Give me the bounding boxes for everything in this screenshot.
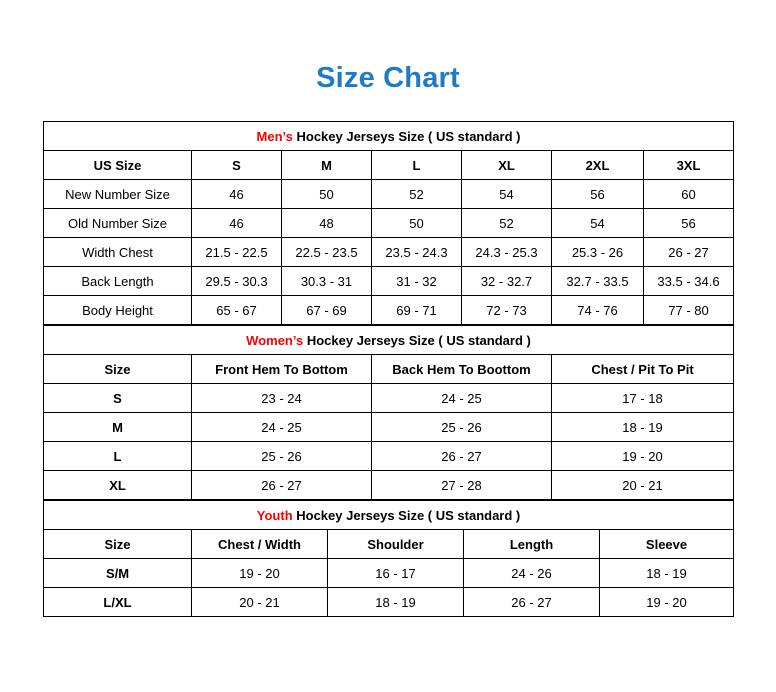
mens-column-header: 2XL xyxy=(552,151,644,180)
mens-section-header-row xyxy=(44,122,734,151)
table-cell: 25.3 - 26 xyxy=(552,238,644,267)
youth-column-header: Shoulder xyxy=(328,530,464,559)
table-cell: 19 - 20 xyxy=(192,559,328,588)
table-cell: 19 - 20 xyxy=(600,588,734,617)
table-cell: 32 - 32.7 xyxy=(462,267,552,296)
table-cell: 20 - 21 xyxy=(552,471,734,500)
table-cell: 25 - 26 xyxy=(372,413,552,442)
table-cell: 24 - 25 xyxy=(372,384,552,413)
youth-heading-accent: Youth xyxy=(256,507,293,523)
table-cell: 18 - 19 xyxy=(328,588,464,617)
row-label: L xyxy=(44,442,192,471)
table-cell: 26 - 27 xyxy=(372,442,552,471)
table-cell: 33.5 - 34.6 xyxy=(644,267,734,296)
table-cell: 22.5 - 23.5 xyxy=(282,238,372,267)
table-cell: 20 - 21 xyxy=(192,588,328,617)
row-label: L/XL xyxy=(44,588,192,617)
womens-section-heading xyxy=(44,326,734,355)
table-cell: 18 - 19 xyxy=(600,559,734,588)
page-title: Size Chart xyxy=(316,62,460,94)
womens-column-header: Size xyxy=(44,355,192,384)
womens-column-header: Back Hem To Boottom xyxy=(372,355,552,384)
table-cell: 31 - 32 xyxy=(372,267,462,296)
table-cell: 54 xyxy=(552,209,644,238)
row-label: S xyxy=(44,384,192,413)
table-cell: 17 - 18 xyxy=(552,384,734,413)
row-label: Back Length xyxy=(44,267,192,296)
table-cell: 26 - 27 xyxy=(464,588,600,617)
table-row xyxy=(44,296,734,325)
table-cell: 65 - 67 xyxy=(192,296,282,325)
table-cell: 23.5 - 24.3 xyxy=(372,238,462,267)
youth-column-header-row xyxy=(44,530,734,559)
row-label: New Number Size xyxy=(44,180,192,209)
table-cell: 74 - 76 xyxy=(552,296,644,325)
table-cell: 48 xyxy=(282,209,372,238)
row-label: XL xyxy=(44,471,192,500)
table-row xyxy=(44,238,734,267)
table-cell: 25 - 26 xyxy=(192,442,372,471)
table-cell: 67 - 69 xyxy=(282,296,372,325)
table-cell: 46 xyxy=(192,209,282,238)
table-row xyxy=(44,209,734,238)
table-cell: 69 - 71 xyxy=(372,296,462,325)
table-cell: 77 - 80 xyxy=(644,296,734,325)
table-cell: 56 xyxy=(552,180,644,209)
mens-column-header: L xyxy=(372,151,462,180)
table-row xyxy=(44,180,734,209)
mens-column-header-row xyxy=(44,151,734,180)
table-cell: 56 xyxy=(644,209,734,238)
row-label: S/M xyxy=(44,559,192,588)
mens-heading-accent: Men’s xyxy=(256,128,293,144)
row-label: Old Number Size xyxy=(44,209,192,238)
mens-column-header: XL xyxy=(462,151,552,180)
womens-column-header: Chest / Pit To Pit xyxy=(552,355,734,384)
mens-heading-rest: Hockey Jerseys Size ( US standard ) xyxy=(292,128,521,144)
mens-column-header: 3XL xyxy=(644,151,734,180)
size-chart-container xyxy=(43,121,733,617)
womens-size-table xyxy=(43,325,734,500)
table-cell: 27 - 28 xyxy=(372,471,552,500)
table-cell: 19 - 20 xyxy=(552,442,734,471)
mens-size-table xyxy=(43,121,734,325)
table-cell: 72 - 73 xyxy=(462,296,552,325)
table-cell: 16 - 17 xyxy=(328,559,464,588)
table-cell: 29.5 - 30.3 xyxy=(192,267,282,296)
womens-column-header-row xyxy=(44,355,734,384)
table-cell: 23 - 24 xyxy=(192,384,372,413)
table-cell: 46 xyxy=(192,180,282,209)
youth-heading-rest: Hockey Jerseys Size ( US standard ) xyxy=(292,507,521,523)
mens-section-heading xyxy=(44,122,734,151)
youth-column-header: Chest / Width xyxy=(192,530,328,559)
table-row xyxy=(44,559,734,588)
youth-column-header: Sleeve xyxy=(600,530,734,559)
table-cell: 50 xyxy=(282,180,372,209)
womens-section-header-row xyxy=(44,326,734,355)
table-cell: 52 xyxy=(372,180,462,209)
womens-column-header: Front Hem To Bottom xyxy=(192,355,372,384)
youth-section-header-row xyxy=(44,501,734,530)
youth-size-table xyxy=(43,500,734,617)
mens-column-header: US Size xyxy=(44,151,192,180)
table-cell: 21.5 - 22.5 xyxy=(192,238,282,267)
womens-heading-rest: Hockey Jerseys Size ( US standard ) xyxy=(303,332,531,348)
table-row xyxy=(44,471,734,500)
row-label: M xyxy=(44,413,192,442)
table-cell: 24.3 - 25.3 xyxy=(462,238,552,267)
table-cell: 52 xyxy=(462,209,552,238)
table-cell: 24 - 26 xyxy=(464,559,600,588)
youth-column-header: Size xyxy=(44,530,192,559)
mens-column-header: S xyxy=(192,151,282,180)
youth-column-header: Length xyxy=(464,530,600,559)
table-cell: 30.3 - 31 xyxy=(282,267,372,296)
table-row xyxy=(44,442,734,471)
table-row xyxy=(44,588,734,617)
table-cell: 26 - 27 xyxy=(192,471,372,500)
youth-section-heading xyxy=(44,501,734,530)
table-cell: 32.7 - 33.5 xyxy=(552,267,644,296)
row-label: Body Height xyxy=(44,296,192,325)
womens-heading-accent: Women’s xyxy=(246,332,304,348)
table-cell: 18 - 19 xyxy=(552,413,734,442)
row-label: Width Chest xyxy=(44,238,192,267)
table-row xyxy=(44,413,734,442)
table-row xyxy=(44,384,734,413)
table-cell: 50 xyxy=(372,209,462,238)
table-cell: 26 - 27 xyxy=(644,238,734,267)
table-cell: 24 - 25 xyxy=(192,413,372,442)
table-row xyxy=(44,267,734,296)
table-cell: 60 xyxy=(644,180,734,209)
table-cell: 54 xyxy=(462,180,552,209)
mens-column-header: M xyxy=(282,151,372,180)
